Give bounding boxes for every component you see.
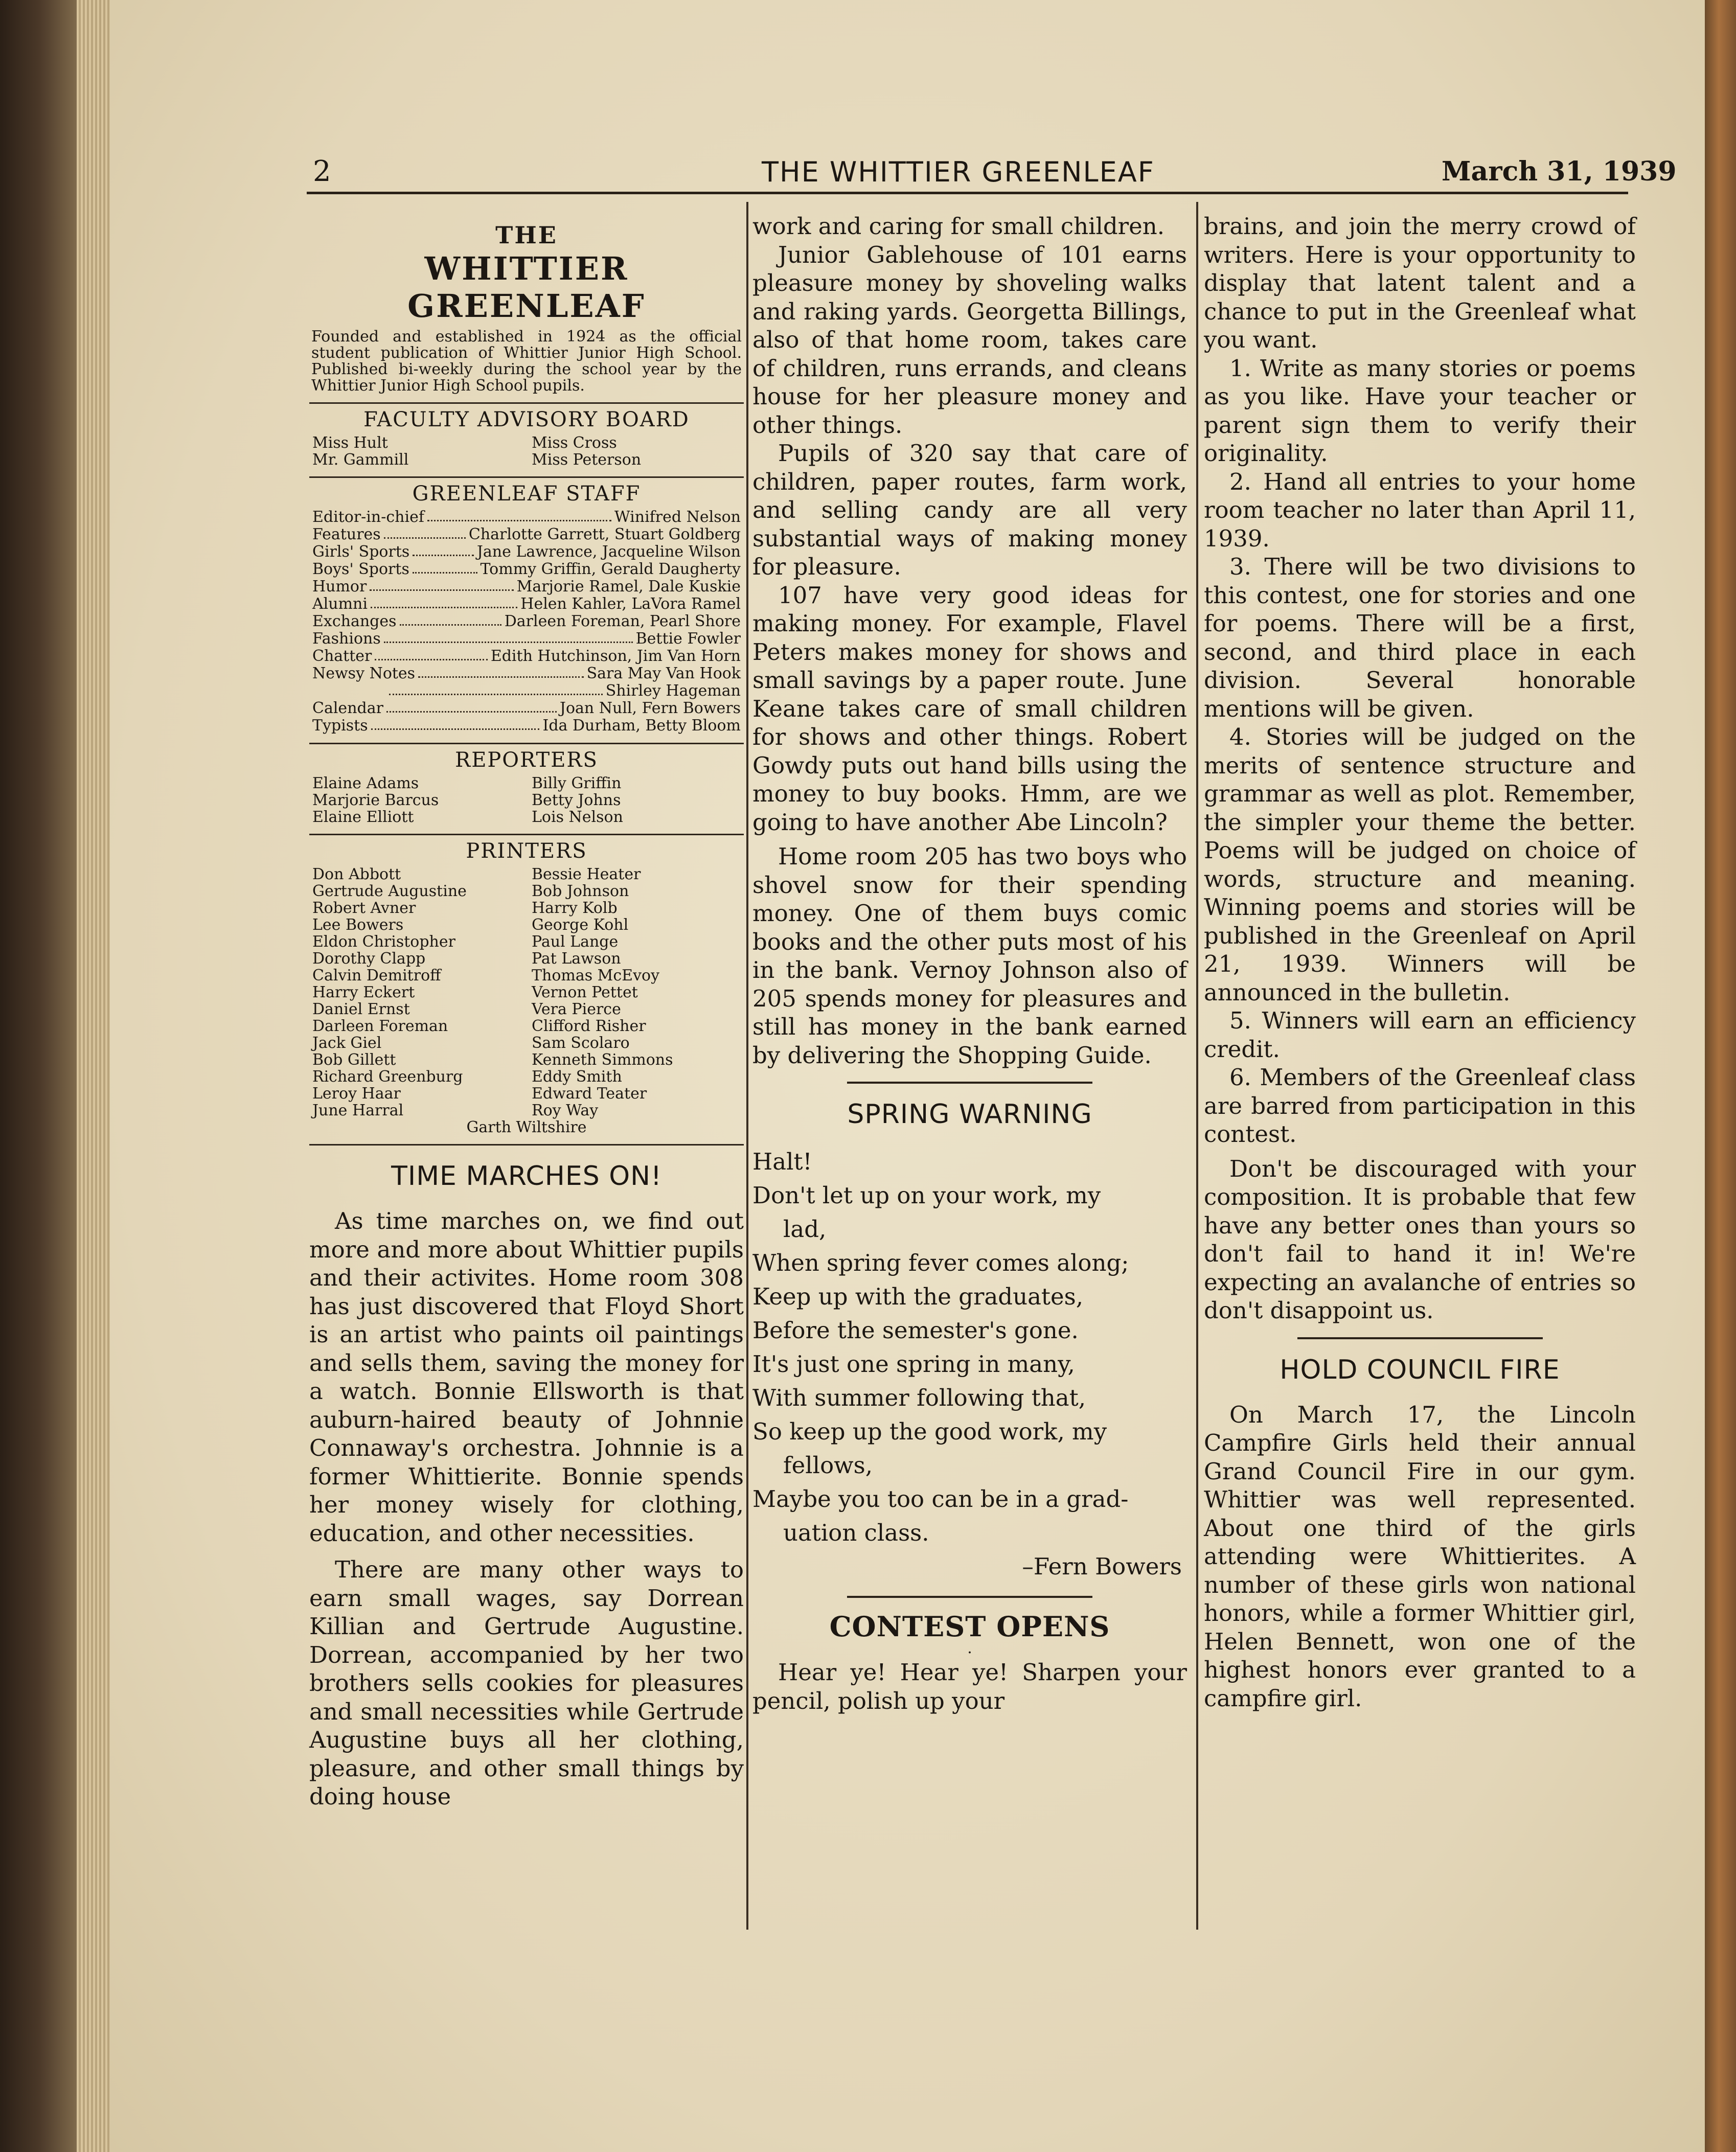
printer-name: Eldon Christopher — [312, 933, 455, 951]
printers-title: PRINTERS — [466, 839, 587, 863]
article-paragraph: On March 17, the Lincoln Campfire Girls held their annual Grand Council Fire in our gym. Whittier was well represented. About one third of the girls attending were Whittierites. A number of these girls won national honors, while a former Whittier girl, Helen Bennett, won one of the highest honors ever granted to a campfire girl. — [1204, 1401, 1636, 1712]
column-rule — [746, 202, 748, 1930]
printer-name: Thomas McEvoy — [532, 967, 660, 985]
leader-dots — [389, 682, 603, 695]
staff-role: Calendar — [312, 699, 383, 717]
reporter-name: Elaine Elliott — [312, 808, 414, 826]
staff-names: Marjorie Ramel, Dale Kuskie — [516, 578, 741, 596]
staff-role: Newsy Notes — [312, 665, 416, 682]
article-headline: TIME MARCHES ON! — [391, 1161, 662, 1192]
printer-name: Vera Pierce — [532, 1000, 621, 1018]
masthead-description: Founded and established in 1924 as the official student publication of Whittier Junior High School. Published bi-weekly during the school year by the Whittier Junior High School pupils. — [311, 328, 742, 395]
article-headline: HOLD COUNCIL FIRE — [1280, 1354, 1560, 1385]
staff-role: Alumni — [312, 595, 368, 613]
leader-dots — [400, 613, 501, 626]
staff-row — [309, 526, 744, 543]
reporter-name: Billy Griffin — [532, 774, 622, 792]
poem-line: lad, — [783, 1216, 827, 1243]
article-paragraph: 107 have very good ideas for making money. For example, Flavel Peters makes money for shows and small savings by a paper route. June Keane takes care of small children for shows and other things. Robert Gowdy puts out hand bills using the money to buy books. Hmm, are we going to have another Abe Lincoln? — [752, 581, 1187, 836]
faculty-name: Mr. Gammill — [312, 451, 409, 469]
poem-author: –Fern Bowers — [1022, 1553, 1182, 1580]
staff-names: Jane Lawrence, Jacqueline Wilson — [476, 543, 741, 561]
printer-name: Garth Wiltshire — [466, 1118, 587, 1136]
section-rule — [309, 402, 744, 404]
printer-name: Roy Way — [532, 1102, 599, 1119]
staff-names: Winifred Nelson — [614, 508, 741, 526]
article-paragraph: Pupils of 320 say that care of children, paper routes, farm work, and selling candy are all very substantial ways of making money for pleasure. — [752, 440, 1187, 580]
leader-dots — [370, 578, 513, 591]
running-masthead: THE WHITTIER GREENLEAF — [762, 156, 1155, 188]
contest-rule: 2. Hand all entries to your home room teacher no later than April 11, 1939. — [1204, 468, 1636, 552]
printers-list — [309, 866, 744, 1119]
ornament-dot: · — [967, 1644, 972, 1662]
poem-line: uation class. — [783, 1519, 929, 1546]
staff-role: Humor — [312, 578, 367, 596]
printer-name: George Kohl — [532, 916, 629, 934]
reporter-name: Elaine Adams — [312, 774, 419, 792]
column-2 — [752, 212, 1187, 1715]
printer-name: Harry Eckert — [312, 983, 415, 1001]
printer-name: Robert Avner — [312, 899, 416, 917]
staff-row — [309, 561, 744, 578]
page-number: 2 — [313, 155, 331, 188]
leader-dots — [427, 509, 611, 521]
leader-dots — [386, 700, 557, 713]
printer-name: Paul Lange — [532, 933, 619, 951]
staff-names: Tommy Griffin, Gerald Daugherty — [480, 560, 741, 578]
article-paragraph: work and caring for small children. — [752, 213, 1165, 240]
reporter-name: Marjorie Barcus — [312, 791, 439, 809]
staff-row — [309, 578, 744, 596]
poem-line: Before the semester's gone. — [752, 1317, 1079, 1344]
printer-name: Gertrude Augustine — [312, 882, 467, 900]
staff-names: Charlotte Garrett, Stuart Goldberg — [468, 525, 741, 543]
faculty-name: Miss Hult — [312, 434, 388, 452]
article-paragraph: Hear ye! Hear ye! Sharpen your pencil, polish up your — [752, 1659, 1187, 1714]
staff-names: Helen Kahler, LaVora Ramel — [520, 595, 741, 613]
issue-date: March 31, 1939 — [1442, 156, 1677, 187]
staff-row — [309, 648, 744, 665]
printer-name: Calvin Demitroff — [312, 967, 441, 985]
poem — [752, 1145, 1187, 1550]
article-paragraph: There are many other ways to earn small wages, say Dorrean Killian and Gertrude Augustine. Dorrean, accompanied by her two brothers sells cookies for pleasures and small necessities while Gertrude Augustine buys all her clothing, pleasure, and other small things by doing house — [309, 1556, 744, 1810]
staff-row — [309, 509, 744, 526]
poem-line: fellows, — [783, 1452, 873, 1479]
staff-role: Editor-in-chief — [312, 508, 424, 526]
printer-name: Daniel Ernst — [312, 1000, 410, 1018]
poem-headline: SPRING WARNING — [847, 1099, 1092, 1130]
printer-name: Harry Kolb — [532, 899, 618, 917]
article-divider — [847, 1596, 1092, 1598]
printer-name: Clifford Risher — [532, 1017, 646, 1035]
poem-line: It's just one spring in many, — [752, 1350, 1075, 1378]
reporters-list — [309, 775, 744, 826]
printer-name: Leroy Haar — [312, 1085, 401, 1103]
staff-row — [309, 700, 744, 717]
printer-name: Bob Johnson — [532, 882, 629, 900]
staff-role: Typists — [312, 717, 368, 735]
staff-role: Girls' Sports — [312, 543, 410, 561]
article-headline: CONTEST OPENS — [829, 1610, 1110, 1643]
article-paragraph: Junior Gablehouse of 101 earns pleasure money by shoveling walks and raking yards. Georgetta Billings, also of that home room, takes care of children, runs errands, and cleans house for her pleasure money and other things. — [752, 241, 1187, 439]
leader-dots — [418, 665, 584, 678]
poem-line: Maybe you too can be in a grad- — [752, 1485, 1129, 1513]
staff-row — [309, 717, 744, 735]
leader-dots — [384, 630, 633, 643]
printer-name: Don Abbott — [312, 865, 401, 883]
column-1 — [309, 212, 744, 1811]
article-paragraph: Home room 205 has two boys who shovel snow for their spending money. One of them buys comic books and the other puts most of his in the bank. Vernoy Johnson also of 205 spends money for pleasures and still has money in the bank earned by delivering the Shopping Guide. — [752, 843, 1187, 1069]
reporters-title: REPORTERS — [455, 748, 598, 772]
reporter-name: Betty Johns — [532, 791, 621, 809]
leader-dots — [375, 648, 487, 660]
leader-dots — [413, 543, 474, 556]
article-paragraph: As time marches on, we find out more and more about Whittier pupils and their activites. Home room 308 has just discovered that Floyd Short is an artist who paints oil paintings and sells them, saving the money for a watch. Bonnie Ellsworth is that auburn-haired beauty of Johnnie Connaway's orchestra. Johnnie is a former Whittierite. Bonnie spends her money wisely for clothing, education, and other necessities. — [309, 1207, 744, 1547]
staff-names: Joan Null, Fern Bowers — [559, 699, 741, 717]
poem-line: Keep up with the graduates, — [752, 1283, 1084, 1310]
faculty-title: FACULTY ADVISORY BOARD — [363, 408, 690, 431]
printer-name: Richard Greenburg — [312, 1068, 463, 1086]
leader-dots — [371, 596, 517, 608]
staff-role: Features — [312, 525, 381, 543]
column-3 — [1204, 212, 1636, 1712]
contest-rule: 4. Stories will be judged on the merits of sentence structure and grammar as well as plot. Remember, the simpler your theme the better. Poems will be judged on choice of words, structure and meaning. Winning poems and stories will be published in the Greenleaf on April 21, 1939. Winners will be announced in the bulletin. — [1204, 723, 1636, 1006]
staff-role: Chatter — [312, 647, 372, 665]
masthead-title: WHITTIER GREENLEAF — [407, 250, 646, 325]
staff-row — [309, 665, 744, 682]
printer-name: Kenneth Simmons — [532, 1051, 673, 1069]
printer-name: Dorothy Clapp — [312, 950, 426, 968]
printer-name: Lee Bowers — [312, 916, 404, 934]
faculty-list — [309, 434, 744, 468]
staff-names: Shirley Hageman — [605, 682, 741, 700]
staff-names: Sara May Van Hook — [586, 665, 741, 682]
faculty-name: Miss Cross — [532, 434, 617, 452]
article-divider — [1297, 1337, 1543, 1339]
staff-row-continued — [309, 682, 744, 700]
printer-name: Edward Teater — [532, 1085, 647, 1103]
staff-role: Fashions — [312, 630, 381, 648]
reporter-name: Lois Nelson — [532, 808, 623, 826]
leader-dots — [384, 526, 466, 539]
poem-line: Halt! — [752, 1148, 812, 1175]
staff-title: GREENLEAF STAFF — [412, 482, 641, 506]
column-rule — [1196, 202, 1198, 1930]
staff-list — [309, 509, 744, 735]
printer-name: Bob Gillett — [312, 1051, 396, 1069]
staff-names: Darleen Foreman, Pearl Shore — [504, 612, 741, 630]
staff-role: Boys' Sports — [312, 560, 409, 578]
poem-line: With summer following that, — [752, 1384, 1086, 1411]
printer-name: Eddy Smith — [532, 1068, 622, 1086]
printer-name: Jack Giel — [312, 1034, 382, 1052]
section-rule — [309, 834, 744, 835]
staff-row — [309, 630, 744, 648]
contest-rule: 5. Winners will earn an efficiency credit. — [1204, 1007, 1636, 1063]
poem-line: Don't let up on your work, my — [752, 1182, 1101, 1209]
printer-name: Sam Scolaro — [532, 1034, 630, 1052]
leader-dots — [371, 717, 540, 730]
staff-row — [309, 543, 744, 561]
section-rule — [309, 1144, 744, 1146]
staff-role: Exchanges — [312, 612, 397, 630]
printer-name: June Harral — [312, 1102, 404, 1119]
article-paragraph: Don't be discouraged with your composition. It is probable that few have any better ones than yours so don't fail to hand it in! We're expecting an avalanche of entries so don't disappoint us. — [1204, 1155, 1636, 1324]
contest-rule: 3. There will be two divisions to this contest, one for stories and one for poems. There will be a first, second, and third place in each division. Several honorable mentions will be given. — [1204, 553, 1636, 722]
staff-row — [309, 613, 744, 630]
staff-row — [309, 596, 744, 613]
printer-name: Bessie Heater — [532, 865, 641, 883]
masthead-the: THE — [495, 221, 558, 249]
article-divider — [847, 1082, 1092, 1084]
staff-names: Bettie Fowler — [635, 630, 741, 648]
poem-line: When spring fever comes along; — [752, 1249, 1129, 1276]
poem-line: So keep up the good work, my — [752, 1418, 1107, 1445]
printer-name: Darleen Foreman — [312, 1017, 448, 1035]
book-cover-edge — [1705, 0, 1736, 2152]
header-rule — [307, 192, 1628, 194]
article-paragraph: brains, and join the merry crowd of writers. Here is your opportunity to display that latent talent and a chance to put in the Greenleaf what you want. — [1204, 213, 1636, 353]
staff-names: Ida Durham, Betty Bloom — [542, 717, 741, 735]
staff-names: Edith Hutchinson, Jim Van Horn — [490, 647, 741, 665]
section-rule — [309, 476, 744, 478]
printer-name: Pat Lawson — [532, 950, 621, 968]
contest-rule: 6. Members of the Greenleaf class are barred from participation in this contest. — [1204, 1064, 1636, 1148]
section-rule — [309, 743, 744, 744]
printer-name: Vernon Pettet — [532, 983, 638, 1001]
leader-dots — [413, 561, 477, 574]
faculty-name: Miss Peterson — [532, 451, 642, 469]
contest-rule: 1. Write as many stories or poems as you like. Have your teacher or parent sign them to verify their originality. — [1204, 354, 1636, 467]
